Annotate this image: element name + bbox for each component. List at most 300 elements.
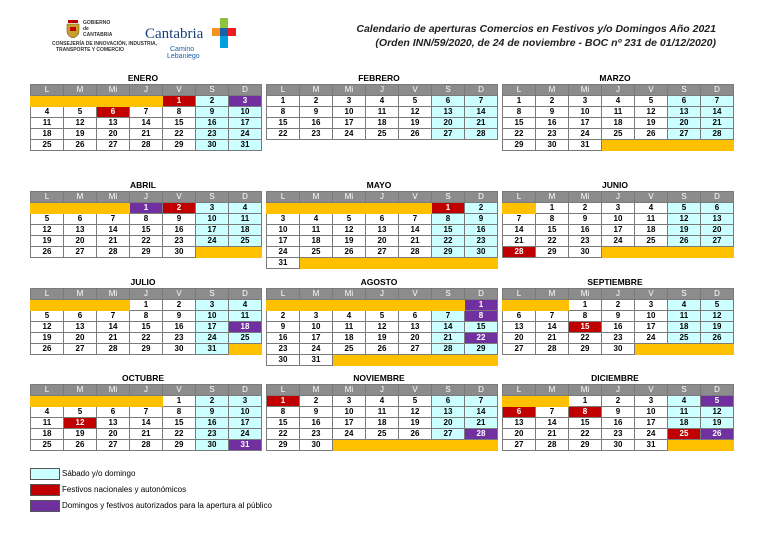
week-row xyxy=(267,396,498,407)
weekday-header: L xyxy=(503,289,536,300)
day-cell: 31 xyxy=(267,258,300,269)
day-cell: 29 xyxy=(569,440,602,451)
day-cell: 17 xyxy=(229,418,262,429)
day-cell: 28 xyxy=(97,247,130,258)
day-cell: 25 xyxy=(668,429,701,440)
day-cell: 30 xyxy=(196,440,229,451)
day-cell: 14 xyxy=(465,407,498,418)
week-row xyxy=(503,344,734,355)
week-row xyxy=(503,407,734,418)
day-cell: 21 xyxy=(465,418,498,429)
empty-fill-cell xyxy=(64,96,97,107)
empty-fill-cell xyxy=(366,300,399,311)
week-row xyxy=(267,203,498,214)
day-cell: 11 xyxy=(31,418,64,429)
day-cell: 7 xyxy=(130,407,163,418)
week-row xyxy=(503,225,734,236)
day-cell: 4 xyxy=(366,96,399,107)
day-cell: 13 xyxy=(503,418,536,429)
day-cell: 15 xyxy=(569,322,602,333)
day-cell: 3 xyxy=(229,96,262,107)
day-cell: 22 xyxy=(130,236,163,247)
title-line1: Calendario de aperturas Comercios en Festivos y/o Domingos Año 2021 xyxy=(356,23,716,35)
day-cell: 6 xyxy=(97,107,130,118)
day-cell: 5 xyxy=(333,214,366,225)
day-cell: 11 xyxy=(229,311,262,322)
month-table xyxy=(266,191,498,269)
week-row xyxy=(31,96,262,107)
day-cell: 10 xyxy=(267,225,300,236)
coat-of-arms-icon xyxy=(66,20,80,43)
day-cell: 9 xyxy=(300,107,333,118)
weekday-header-row xyxy=(267,85,498,96)
day-cell: 4 xyxy=(366,396,399,407)
weekday-header: M xyxy=(536,385,569,396)
day-cell: 5 xyxy=(64,407,97,418)
weekday-header: V xyxy=(163,385,196,396)
day-cell: 4 xyxy=(31,107,64,118)
day-cell: 20 xyxy=(366,236,399,247)
weekday-header: J xyxy=(366,85,399,96)
day-cell: 27 xyxy=(399,344,432,355)
weekday-header: M xyxy=(300,289,333,300)
weekday-header-row xyxy=(267,385,498,396)
day-cell: 23 xyxy=(196,129,229,140)
day-cell: 6 xyxy=(64,214,97,225)
day-cell: 2 xyxy=(267,311,300,322)
week-row xyxy=(31,440,262,451)
day-cell: 30 xyxy=(163,344,196,355)
day-cell: 7 xyxy=(536,407,569,418)
empty-fill-cell xyxy=(635,344,668,355)
weekday-header: V xyxy=(399,192,432,203)
day-cell: 29 xyxy=(536,247,569,258)
month-octubre xyxy=(30,372,256,451)
empty-fill-cell xyxy=(399,440,432,451)
day-cell: 6 xyxy=(399,311,432,322)
weekday-header: S xyxy=(668,385,701,396)
empty-fill-cell xyxy=(97,396,130,407)
week-row xyxy=(31,396,262,407)
day-cell: 9 xyxy=(196,407,229,418)
day-cell: 15 xyxy=(536,225,569,236)
month-enero xyxy=(30,72,256,151)
day-cell: 1 xyxy=(569,396,602,407)
month-table xyxy=(30,84,262,151)
day-cell: 17 xyxy=(229,118,262,129)
empty-fill-cell xyxy=(97,96,130,107)
month-name: JULIO xyxy=(130,277,156,287)
day-cell: 15 xyxy=(130,225,163,236)
day-cell: 3 xyxy=(635,300,668,311)
weekday-header: S xyxy=(196,85,229,96)
month-table xyxy=(266,288,498,366)
weekday-header: L xyxy=(503,192,536,203)
day-cell: 2 xyxy=(163,300,196,311)
day-cell: 20 xyxy=(399,333,432,344)
month-diciembre xyxy=(502,372,728,451)
day-cell: 14 xyxy=(536,418,569,429)
week-row xyxy=(503,440,734,451)
empty-fill-cell xyxy=(701,440,734,451)
day-cell: 6 xyxy=(366,214,399,225)
empty-fill-cell xyxy=(333,440,366,451)
day-cell: 31 xyxy=(569,140,602,151)
day-cell: 17 xyxy=(569,118,602,129)
weekday-header: M xyxy=(300,385,333,396)
day-cell: 10 xyxy=(569,107,602,118)
empty-fill-cell xyxy=(668,247,701,258)
day-cell: 18 xyxy=(31,429,64,440)
day-cell: 4 xyxy=(635,203,668,214)
day-cell: 21 xyxy=(503,236,536,247)
day-cell: 10 xyxy=(635,311,668,322)
weekday-header: L xyxy=(31,289,64,300)
day-cell: 18 xyxy=(366,418,399,429)
day-cell: 18 xyxy=(31,129,64,140)
week-row xyxy=(31,236,262,247)
day-cell: 10 xyxy=(300,322,333,333)
weekday-header: J xyxy=(130,85,163,96)
day-cell: 12 xyxy=(399,107,432,118)
day-cell: 24 xyxy=(267,247,300,258)
day-cell: 16 xyxy=(536,118,569,129)
week-row xyxy=(267,258,498,269)
day-cell: 23 xyxy=(300,429,333,440)
empty-fill-cell xyxy=(31,396,64,407)
month-abril xyxy=(30,179,256,258)
week-row xyxy=(503,333,734,344)
day-cell: 29 xyxy=(465,344,498,355)
day-cell: 22 xyxy=(267,429,300,440)
day-cell: 2 xyxy=(465,203,498,214)
day-cell: 31 xyxy=(635,440,668,451)
day-cell: 11 xyxy=(635,214,668,225)
week-row xyxy=(31,118,262,129)
day-cell: 17 xyxy=(635,418,668,429)
weekday-header: J xyxy=(130,289,163,300)
day-cell: 19 xyxy=(64,429,97,440)
weekday-header: D xyxy=(701,289,734,300)
day-cell: 29 xyxy=(130,247,163,258)
day-cell: 25 xyxy=(635,236,668,247)
day-cell: 2 xyxy=(536,96,569,107)
day-cell: 11 xyxy=(366,407,399,418)
day-cell: 30 xyxy=(569,247,602,258)
day-cell: 16 xyxy=(465,225,498,236)
weekday-header: D xyxy=(229,85,262,96)
weekday-header: J xyxy=(366,289,399,300)
day-cell: 26 xyxy=(64,140,97,151)
week-row xyxy=(31,214,262,225)
weekday-header: J xyxy=(602,192,635,203)
weekday-header: D xyxy=(701,192,734,203)
day-cell: 5 xyxy=(31,311,64,322)
day-cell: 30 xyxy=(602,440,635,451)
week-row xyxy=(31,333,262,344)
week-row xyxy=(503,214,734,225)
day-cell: 25 xyxy=(31,140,64,151)
day-cell: 11 xyxy=(668,311,701,322)
empty-fill-cell xyxy=(333,258,366,269)
weekday-header: L xyxy=(503,385,536,396)
day-cell: 26 xyxy=(399,129,432,140)
day-cell: 3 xyxy=(333,96,366,107)
day-cell: 19 xyxy=(399,418,432,429)
logo-gob-line5: TRANSPORTE Y COMERCIO xyxy=(56,47,124,53)
month-name: DICIEMBRE xyxy=(591,373,639,383)
weekday-header: M xyxy=(64,192,97,203)
weekday-header: S xyxy=(668,85,701,96)
weekday-header: Mi xyxy=(333,85,366,96)
weekday-header: M xyxy=(64,289,97,300)
week-row xyxy=(267,225,498,236)
day-cell: 17 xyxy=(333,418,366,429)
day-cell: 16 xyxy=(602,418,635,429)
day-cell: 29 xyxy=(503,140,536,151)
day-cell: 12 xyxy=(31,322,64,333)
day-cell: 19 xyxy=(64,129,97,140)
weekday-header: M xyxy=(64,385,97,396)
day-cell: 21 xyxy=(465,118,498,129)
day-cell: 1 xyxy=(267,96,300,107)
title-line2: (Orden INN/59/2020, de 24 de noviembre - BOC nº 231 de 01/12/2020) xyxy=(375,37,716,49)
day-cell: 25 xyxy=(668,333,701,344)
day-cell: 30 xyxy=(196,140,229,151)
weekday-header: D xyxy=(465,192,498,203)
day-cell: 20 xyxy=(503,333,536,344)
day-cell: 5 xyxy=(64,107,97,118)
weekday-header: L xyxy=(31,385,64,396)
day-cell: 13 xyxy=(399,322,432,333)
empty-fill-cell xyxy=(432,258,465,269)
day-cell: 15 xyxy=(267,118,300,129)
month-table xyxy=(266,84,498,140)
weekday-header: S xyxy=(432,85,465,96)
weekday-header-row xyxy=(503,85,734,96)
weekday-header: D xyxy=(465,385,498,396)
day-cell: 17 xyxy=(267,236,300,247)
day-cell: 20 xyxy=(64,333,97,344)
month-marzo xyxy=(502,72,728,151)
week-row xyxy=(503,418,734,429)
day-cell: 2 xyxy=(569,203,602,214)
logo-gob-line3: CANTABRIA xyxy=(83,32,113,38)
day-cell: 7 xyxy=(536,311,569,322)
day-cell: 4 xyxy=(229,300,262,311)
day-cell: 26 xyxy=(31,344,64,355)
week-row xyxy=(503,140,734,151)
weekday-header: S xyxy=(432,385,465,396)
logo-gob-line2: de xyxy=(83,26,89,32)
day-cell: 18 xyxy=(300,236,333,247)
day-cell: 1 xyxy=(503,96,536,107)
day-cell: 6 xyxy=(503,407,536,418)
week-row xyxy=(503,107,734,118)
day-cell: 22 xyxy=(130,333,163,344)
weekday-header: L xyxy=(503,85,536,96)
weekday-header-row xyxy=(31,385,262,396)
day-cell: 28 xyxy=(465,129,498,140)
day-cell: 25 xyxy=(366,429,399,440)
month-table xyxy=(30,288,262,355)
month-name: OCTUBRE xyxy=(121,373,165,383)
week-row xyxy=(31,129,262,140)
weekday-header: L xyxy=(267,289,300,300)
weekday-header: D xyxy=(701,385,734,396)
week-row xyxy=(503,236,734,247)
day-cell: 6 xyxy=(97,407,130,418)
month-name: MAYO xyxy=(366,180,392,190)
weekday-header: D xyxy=(229,289,262,300)
month-name: AGOSTO xyxy=(360,277,398,287)
day-cell: 18 xyxy=(602,118,635,129)
month-name: FEBRERO xyxy=(358,73,400,83)
weekday-header: Mi xyxy=(97,385,130,396)
empty-fill-cell xyxy=(366,258,399,269)
day-cell: 4 xyxy=(668,396,701,407)
week-row xyxy=(503,429,734,440)
day-cell: 13 xyxy=(97,418,130,429)
empty-fill-cell xyxy=(130,96,163,107)
month-name: SEPTIEMBRE xyxy=(587,277,643,287)
day-cell: 14 xyxy=(97,322,130,333)
week-row xyxy=(267,247,498,258)
week-row xyxy=(503,247,734,258)
month-agosto xyxy=(266,276,492,366)
day-cell: 17 xyxy=(196,225,229,236)
empty-fill-cell xyxy=(64,300,97,311)
day-cell: 14 xyxy=(503,225,536,236)
day-cell: 26 xyxy=(333,247,366,258)
day-cell: 29 xyxy=(163,440,196,451)
day-cell: 15 xyxy=(130,322,163,333)
legend-weekend-swatch xyxy=(30,468,60,480)
week-row xyxy=(267,418,498,429)
day-cell: 21 xyxy=(536,429,569,440)
weekday-header: V xyxy=(635,385,668,396)
day-cell: 2 xyxy=(196,396,229,407)
day-cell: 27 xyxy=(64,247,97,258)
week-row xyxy=(267,440,498,451)
month-table xyxy=(502,384,734,451)
day-cell: 4 xyxy=(602,96,635,107)
day-cell: 5 xyxy=(701,300,734,311)
weekday-header: V xyxy=(163,192,196,203)
empty-fill-cell xyxy=(229,247,262,258)
day-cell: 8 xyxy=(569,311,602,322)
day-cell: 16 xyxy=(300,118,333,129)
day-cell: 10 xyxy=(196,311,229,322)
day-cell: 21 xyxy=(701,118,734,129)
weekday-header: Mi xyxy=(97,192,130,203)
day-cell: 7 xyxy=(399,214,432,225)
day-cell: 26 xyxy=(399,429,432,440)
day-cell: 28 xyxy=(97,344,130,355)
day-cell: 24 xyxy=(602,236,635,247)
day-cell: 6 xyxy=(432,96,465,107)
day-cell: 6 xyxy=(701,203,734,214)
week-row xyxy=(503,311,734,322)
day-cell: 7 xyxy=(97,214,130,225)
day-cell: 10 xyxy=(229,107,262,118)
day-cell: 23 xyxy=(163,333,196,344)
week-row xyxy=(31,322,262,333)
empty-fill-cell xyxy=(97,203,130,214)
month-table xyxy=(502,288,734,355)
day-cell: 19 xyxy=(31,236,64,247)
empty-fill-cell xyxy=(399,203,432,214)
day-cell: 13 xyxy=(432,107,465,118)
weekday-header: J xyxy=(130,192,163,203)
day-cell: 27 xyxy=(97,140,130,151)
day-cell: 12 xyxy=(399,407,432,418)
empty-fill-cell xyxy=(196,247,229,258)
day-cell: 7 xyxy=(432,311,465,322)
week-row xyxy=(503,203,734,214)
weekday-header: V xyxy=(163,85,196,96)
day-cell: 27 xyxy=(97,440,130,451)
day-cell: 31 xyxy=(229,440,262,451)
day-cell: 13 xyxy=(64,225,97,236)
weekday-header: M xyxy=(300,85,333,96)
week-row xyxy=(503,300,734,311)
weekday-header: S xyxy=(196,385,229,396)
empty-fill-cell xyxy=(536,396,569,407)
week-row xyxy=(31,107,262,118)
month-table xyxy=(30,384,262,451)
day-cell: 12 xyxy=(635,107,668,118)
week-row xyxy=(267,107,498,118)
empty-fill-cell xyxy=(701,140,734,151)
day-cell: 12 xyxy=(668,214,701,225)
empty-fill-cell xyxy=(701,247,734,258)
day-cell: 7 xyxy=(97,311,130,322)
day-cell: 12 xyxy=(701,311,734,322)
day-cell: 3 xyxy=(229,396,262,407)
day-cell: 2 xyxy=(602,300,635,311)
day-cell: 5 xyxy=(399,396,432,407)
day-cell: 21 xyxy=(399,236,432,247)
week-row xyxy=(31,344,262,355)
empty-fill-cell xyxy=(31,96,64,107)
day-cell: 20 xyxy=(668,118,701,129)
week-row xyxy=(267,333,498,344)
day-cell: 19 xyxy=(701,322,734,333)
empty-fill-cell xyxy=(701,344,734,355)
day-cell: 2 xyxy=(163,203,196,214)
day-cell: 9 xyxy=(300,407,333,418)
week-row xyxy=(31,300,262,311)
day-cell: 16 xyxy=(602,322,635,333)
day-cell: 27 xyxy=(503,440,536,451)
day-cell: 22 xyxy=(465,333,498,344)
empty-fill-cell xyxy=(465,355,498,366)
empty-fill-cell xyxy=(503,203,536,214)
weekday-header-row xyxy=(503,385,734,396)
day-cell: 8 xyxy=(267,107,300,118)
day-cell: 2 xyxy=(602,396,635,407)
day-cell: 26 xyxy=(64,440,97,451)
day-cell: 23 xyxy=(569,236,602,247)
day-cell: 13 xyxy=(64,322,97,333)
day-cell: 30 xyxy=(536,140,569,151)
day-cell: 29 xyxy=(267,440,300,451)
empty-fill-cell xyxy=(668,140,701,151)
day-cell: 21 xyxy=(536,333,569,344)
day-cell: 28 xyxy=(536,344,569,355)
day-cell: 28 xyxy=(465,429,498,440)
